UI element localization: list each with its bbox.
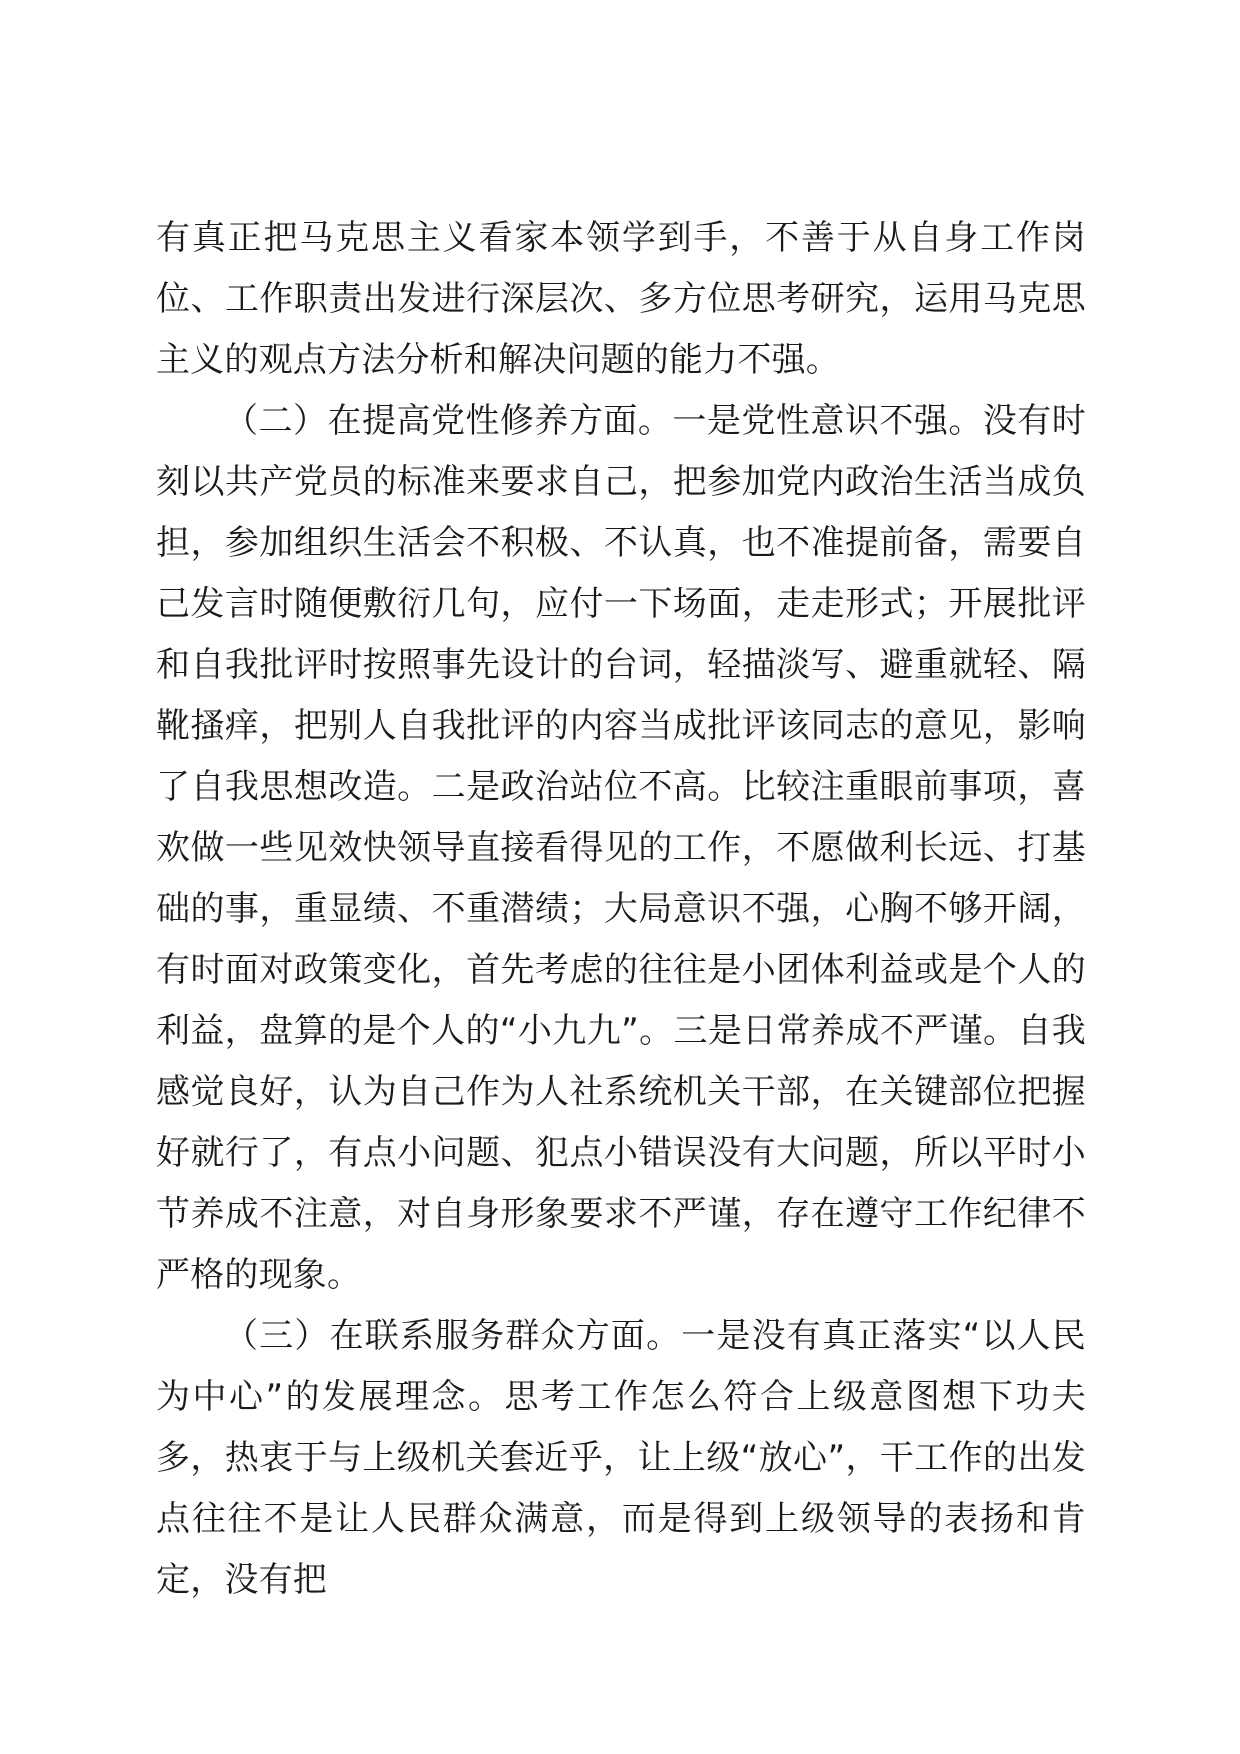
document-body: [156, 208, 1086, 1611]
paragraph-party-spirit: （二）在提高党性修养方面。一是党性意识不强。没有时刻以共产党员的标准来要求自己，把参加党内政治生活当成负担，参加组织生活会不积极、不认真，也不准提前备，需要自己发言时随便敷衍几句，应付一下场面，走走形式；开展批评和自我批评时按照事先设计的台词，轻描淡写、避重就轻、隔靴搔痒，把别人自我批评的内容当成批评该同志的意见，影响了自我思想改造。二是政治站位不高。比较注重眼前事项，喜欢做一些见效快领导直接看得见的工作，不愿做利长远、打基础的事，重显绩、不重潜绩；大局意识不强，心胸不够开阔，有时面对政策变化，首先考虑的往往是小团体利益或是个人的利益，盘算的是个人的“小九九”。三是日常养成不严谨。自我感觉良好，认为自己作为人社系统机关干部，在关键部位把握好就行了，有点小问题、犯点小错误没有大问题，所以平时小节养成不注意，对自身形象要求不严谨，存在遵守工作纪律不严格的现象。: [156, 401, 1086, 1295]
paragraph-serving-masses: （三）在联系服务群众方面。一是没有真正落实“以人民为中心”的发展理念。思考工作怎么符合上级意图想下功夫多，热衷于与上级机关套近乎，让上级“放心”，干工作的出发点往往不是让人民群众满意，而是得到上级领导的表扬和肯定，没有把: [156, 1316, 1086, 1600]
paragraph-continuation: 有真正把马克思主义看家本领学到手，不善于从自身工作岗位、工作职责出发进行深层次、多方位思考研究，运用马克思主义的观点方法分析和解决问题的能力不强。: [156, 218, 1086, 380]
